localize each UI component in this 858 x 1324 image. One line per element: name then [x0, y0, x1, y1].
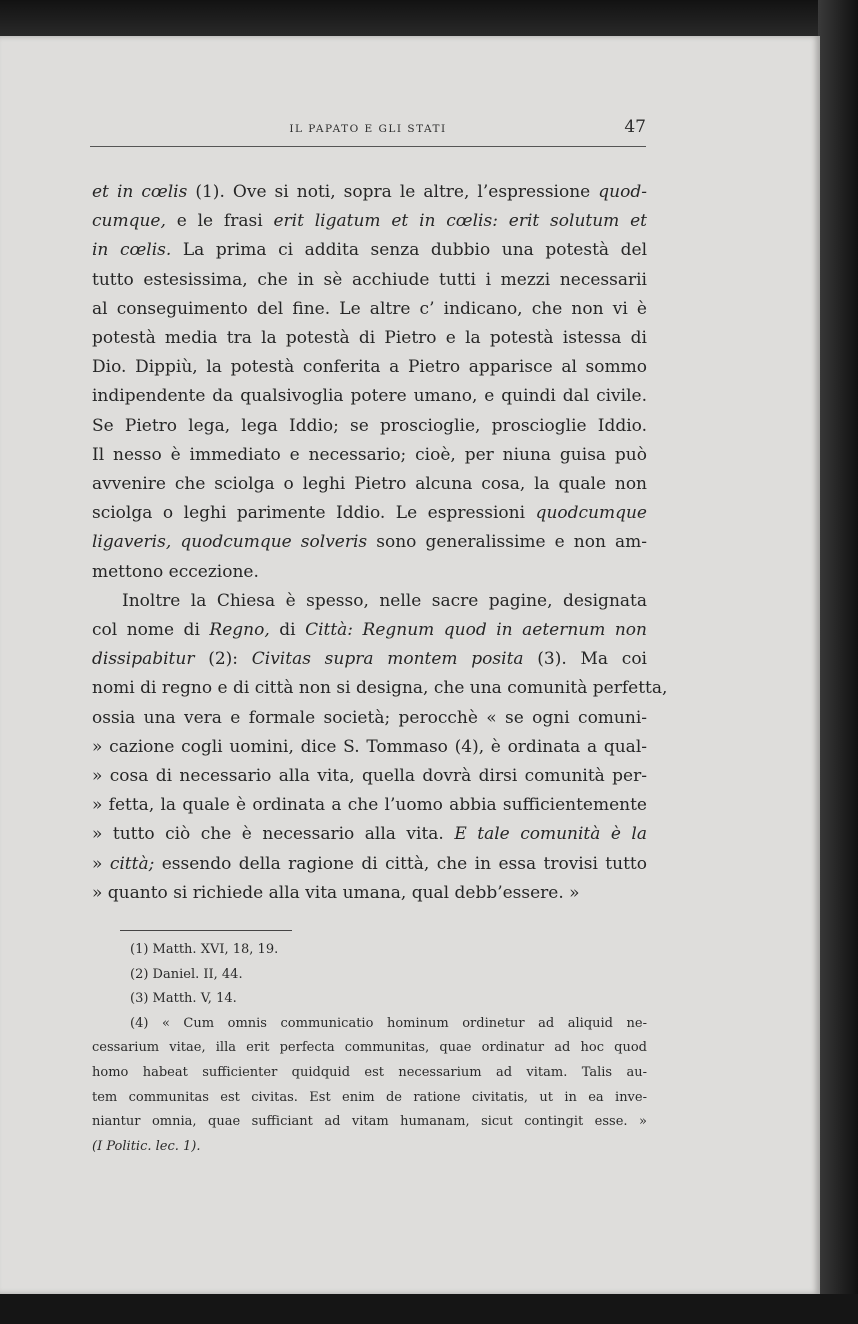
- text-line: col nome di Regno, di Città: Regnum quod in aeternum non: [92, 620, 647, 641]
- footnote-4-line: (4) « Cum omnis communicatio hominum ordinetur ad aliquid ne-: [130, 1015, 647, 1031]
- footnote-2: (2) Daniel. II, 44.: [130, 966, 243, 982]
- footnote-rule: [120, 930, 292, 931]
- footnote-4-line: cessarium vitae, illa erit perfecta communitas, quae ordinatur ad hoc quod: [92, 1040, 647, 1056]
- footnotes: [92, 938, 647, 1159]
- paragraph-1: [92, 178, 647, 587]
- footnote-4-citation: (I Politic. lec. 1).: [92, 1138, 201, 1154]
- text-line: tutto estesissima, che in sè acchiude tutti i mezzi necessarii: [92, 269, 647, 290]
- text-line: avvenire che sciolga o leghi Pietro alcuna cosa, la quale non: [92, 474, 647, 495]
- text-line: cumque, e le frasi erit ligatum et in cœlis: erit solutum et: [92, 211, 648, 232]
- text-line: al conseguimento del fine. Le altre c’ indicano, che non vi è: [92, 298, 647, 319]
- text-line: potestà media tra la potestà di Pietro e la potestà istessa di: [92, 328, 647, 349]
- text-line: Dio. Dippiù, la potestà conferita a Pietro apparisce al sommo: [92, 357, 647, 378]
- text-line: Inoltre la Chiesa è spesso, nelle sacre pagine, designata: [122, 590, 647, 611]
- text-line: indipendente da qualsivoglia potere umano, e quindi dal civile.: [92, 386, 647, 407]
- footnote-1: (1) Matth. XVI, 18, 19.: [130, 942, 279, 957]
- footnote-4-line: homo habeat sufficienter quidquid est necessarium ad vitam. Talis au-: [92, 1064, 647, 1080]
- text-line: » quanto si richiede alla vita umana, qual debb’essere. »: [92, 882, 580, 903]
- page-number: 47: [624, 117, 646, 137]
- text-line: et in cœlis (1). Ove si noti, sopra le altre, l’espressione quod-: [92, 182, 647, 202]
- header-rule: [90, 146, 646, 147]
- text-line: mettono eccezione.: [92, 561, 259, 582]
- scan-border-top: [0, 0, 858, 38]
- page-header: [90, 117, 646, 141]
- footnote-3: (3) Matth. V, 14.: [130, 991, 237, 1007]
- text-line: » cazione cogli uomini, dice S. Tommaso (4), è ordinata a qual-: [92, 736, 647, 757]
- text-line: sciolga o leghi parimente Iddio. Le espressioni quodcumque: [92, 503, 647, 524]
- text-line: Se Pietro lega, lega Iddio; se proscioglie, proscioglie Iddio.: [92, 415, 647, 436]
- text-line: » tutto ciò che è necessario alla vita. E tale comunità è la: [92, 824, 647, 845]
- running-head: IL PAPATO E GLI STATI: [289, 123, 447, 135]
- footnote-4-line: tem communitas est civitas. Est enim de ratione civitatis, ut in ea inve-: [92, 1089, 647, 1105]
- scan-border-bottom: [0, 1294, 858, 1324]
- scan-border-right: [818, 0, 858, 1324]
- text-line: » fetta, la quale è ordinata a che l’uomo abbia sufficientemente: [92, 795, 647, 816]
- main-text: [92, 178, 668, 908]
- text-line: nomi di regno e di città non si designa, che una comunità perfetta,: [92, 678, 668, 699]
- text-line: ligaveris, quodcumque solveris sono generalissime e non am-: [92, 532, 647, 553]
- text-line: Il nesso è immediato e necessario; cioè, per niuna guisa può: [92, 444, 647, 465]
- text-line: dissipabitur (2): Civitas supra montem posita (3). Ma coi: [92, 649, 647, 670]
- text-line: » cosa di necessario alla vita, quella dovrà dirsi comunità per-: [92, 766, 647, 787]
- paragraph-2: [92, 587, 668, 908]
- text-line: in cœlis. La prima ci addita senza dubbio una potestà del: [92, 240, 648, 261]
- footnote-4-line: niantur omnia, quae sufficiant ad vitam humanam, sicut contingit esse. »: [92, 1114, 647, 1130]
- text-line: ossia una vera e formale società; perocchè « se ogni comuni-: [92, 707, 647, 728]
- text-line: » città; essendo della ragione di città, che in essa trovisi tutto: [92, 853, 647, 874]
